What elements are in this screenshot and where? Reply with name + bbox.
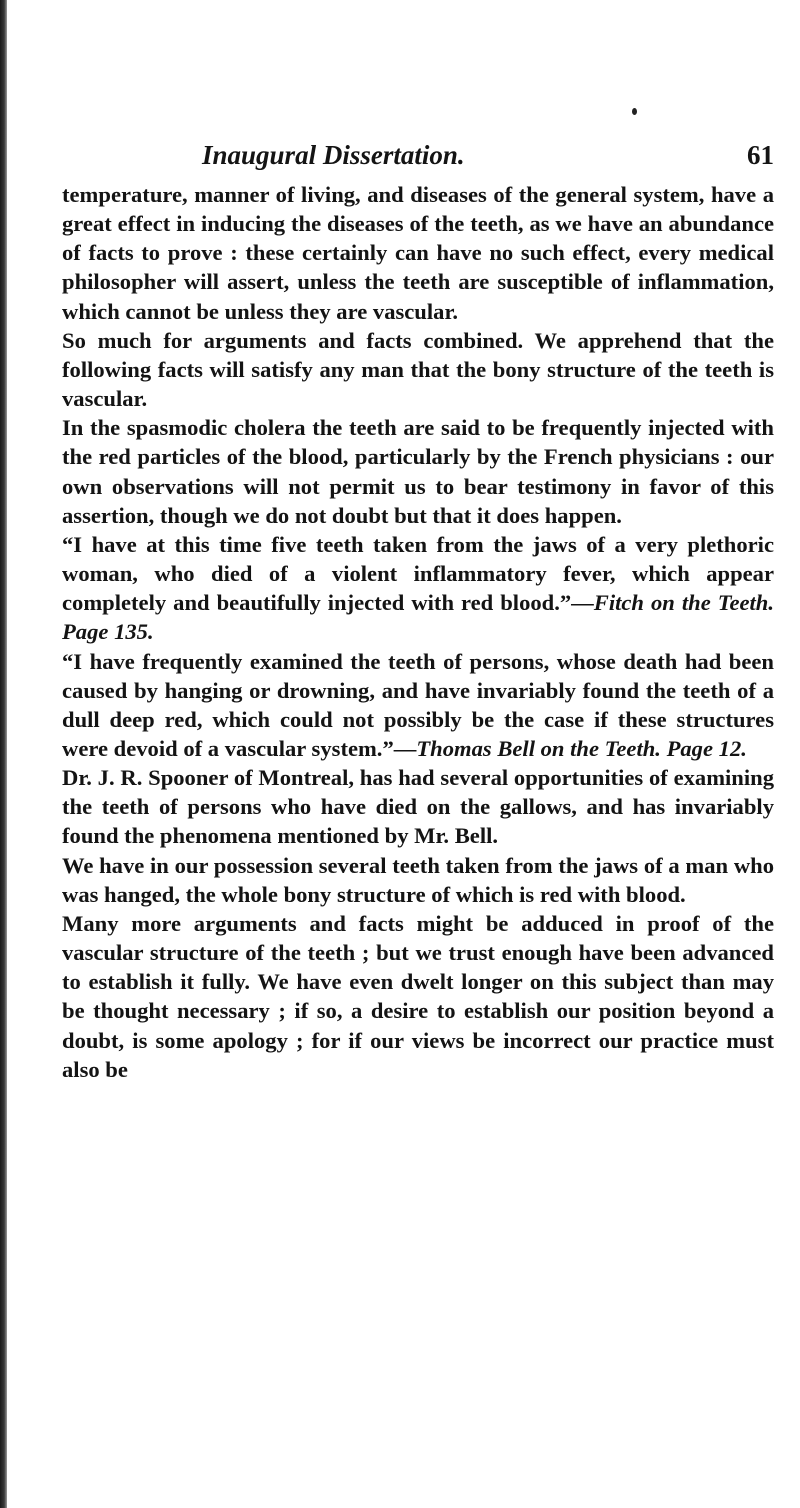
running-header	[62, 140, 774, 180]
paragraph	[62, 180, 774, 326]
paragraph	[62, 763, 774, 850]
paragraph-text: temperature, manner of living, and diseases of the general system, have a great effect in inducing the diseases of the teeth, as we have an abundance of facts to prove : these certainly can have no such effect, every medical philosopher will assert, unless the teeth are susceptible of inflammation, which cannot be unless they are vascular.	[62, 182, 774, 324]
running-title: Inaugural Dissertation.	[202, 140, 465, 170]
paragraph-text: So much for arguments and facts combined. We apprehend that the following facts will satisfy any man that the bony structure of the teeth is vascular.	[62, 327, 774, 412]
quotation	[62, 647, 774, 764]
citation: Thomas Bell on the Teeth. Page 12.	[416, 735, 747, 761]
paragraph-text: Dr. J. R. Spooner of Montreal, has had several opportunities of examining the teeth of persons who have died on the gallows, and has invariably found the phenomena mentioned by Mr. Bell.	[62, 765, 774, 849]
quotation	[62, 530, 774, 647]
paragraph	[62, 909, 774, 1084]
body-text	[62, 180, 774, 1084]
quotation-text: “I have frequently examined the teeth of persons, whose death had been caused by hanging or drowning, and have invariably found the teeth of a dull deep red, which could not possibly be the case if these structures were devoid of a vascular system.”—	[62, 648, 774, 761]
book-spine-shadow	[0, 0, 7, 1508]
paragraph	[62, 326, 774, 413]
paragraph	[62, 413, 774, 530]
paragraph	[62, 851, 774, 909]
page-number: 61	[747, 140, 774, 170]
paragraph-text: We have in our possession several teeth taken from the jaws of a man who was hanged, the whole bony structure of which is red with blood.	[62, 852, 774, 907]
ink-speck	[632, 108, 637, 115]
paragraph-text: Many more arguments and facts might be adduced in proof of the vascular structure of the teeth ; but we trust enough have been advanced to establish it fully. We have even dwelt longer on this subject than may be thought necessary ; if so, a desire to establish our position beyond a doubt, is some apology ; for if our views be incorrect our practice must also be	[62, 910, 774, 1082]
paragraph-text: In the spasmodic cholera the teeth are said to be frequently injected with the red particles of the blood, particularly by the French physicians : our own observations will not permit us to bear testimony in favor of this assertion, though we do not doubt but that it does happen.	[62, 415, 774, 528]
quotation-text: “I have at this time five teeth taken from the jaws of a very plethoric woman, who died of a violent inflammatory fever, which appear completely and beautifully injected with red blood.”—	[62, 531, 774, 616]
citation: Fitch on the Teeth. Page 135.	[62, 590, 774, 645]
book-page	[62, 140, 774, 1084]
